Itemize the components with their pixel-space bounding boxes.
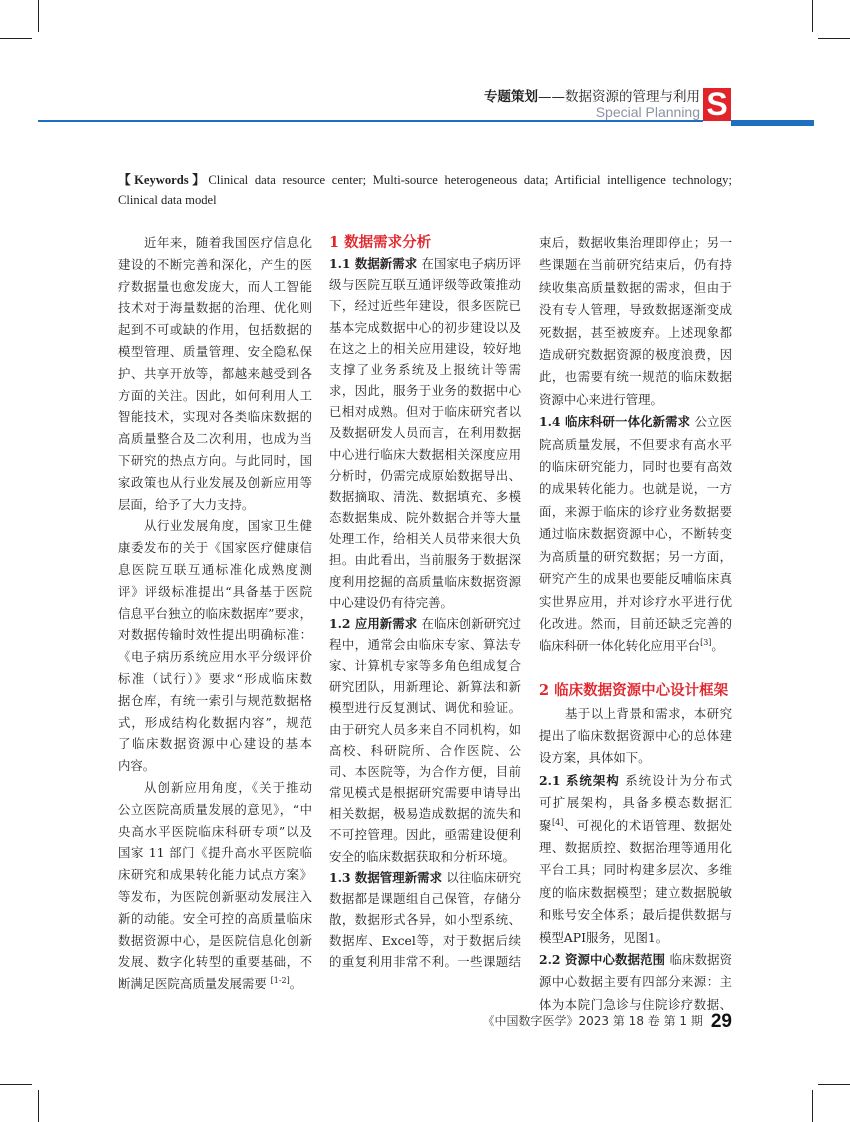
line-text: 临床科研一体化转化应用平台 xyxy=(539,638,701,654)
line-text: 下研究的热点方向。与此同时，国 xyxy=(118,452,312,468)
text-line xyxy=(539,747,732,769)
text-line xyxy=(539,546,732,568)
line-text: 级与医院互联互通评级等政策推动 xyxy=(329,277,521,293)
text-line xyxy=(118,951,312,973)
line-text: 中心建设仍有待完善。 xyxy=(329,594,453,610)
text-line xyxy=(329,761,521,782)
text-line xyxy=(329,253,521,274)
line-text: 模型API服务，见图1。 xyxy=(539,929,669,945)
text-column-1 xyxy=(118,232,312,995)
text-line xyxy=(329,422,521,443)
text-line xyxy=(118,559,312,581)
line-text: 技术对于海量数据的治理、优化则 xyxy=(118,300,312,316)
line-text: 床研究和成果转化能力试点方案》 xyxy=(118,867,312,883)
text-line xyxy=(539,859,732,881)
line-text: 实世界应用，并对诊疗水平进行优 xyxy=(539,593,732,609)
text-line xyxy=(118,690,312,712)
line-text: 高校、科研院所、合作医院、公 xyxy=(329,742,521,758)
line-text: 死数据，甚至被废弃。上述现象都 xyxy=(539,324,732,340)
line-text: 的重复利用非常不利。一些课题结 xyxy=(329,954,521,970)
line-text: 数据摘取、清洗、数据填充、多模 xyxy=(329,488,521,504)
text-line xyxy=(329,867,521,888)
line-text xyxy=(539,661,543,676)
line-text: 及数据研发人员而言，在利用数据 xyxy=(329,425,521,441)
text-line xyxy=(118,450,312,472)
text-line xyxy=(118,276,312,298)
line-text: 标准（试行）》要求“形成临床数 xyxy=(118,670,312,686)
text-line xyxy=(118,232,312,254)
line-text: 《电子病历系统应用水平分级评价 xyxy=(118,649,312,665)
subsection-heading: 1.4 临床科研一体化新需求 xyxy=(539,414,695,430)
text-line xyxy=(329,740,521,761)
text-line xyxy=(329,888,521,909)
crop-mark xyxy=(812,0,813,32)
text-line xyxy=(118,428,312,450)
text-line xyxy=(329,634,521,655)
crop-mark xyxy=(0,1084,32,1085)
text-line xyxy=(118,603,312,625)
text-line xyxy=(329,782,521,803)
text-line xyxy=(329,507,521,528)
line-text: 支撑了业务系统及上报统计等需 xyxy=(329,361,521,377)
line-text: 没有专人管理，导致数据逐渐变成 xyxy=(539,302,732,318)
line-text: 数据库、Excel等，对于数据后续 xyxy=(329,933,521,949)
subsection-heading: 1.3 数据管理新需求 xyxy=(329,869,447,885)
keywords xyxy=(118,170,732,210)
text-line xyxy=(118,624,312,646)
line-text: 资源中心来进行管理。 xyxy=(539,391,663,407)
line-text: 为高质量的研究数据；另一方面， xyxy=(539,548,732,564)
line-text: 康委发布的关于《国家医疗健康信 xyxy=(118,540,312,556)
line-text: 提出了临床数据资源中心的总体建 xyxy=(539,727,732,743)
text-line xyxy=(329,930,521,951)
text-line xyxy=(539,344,732,366)
text-line xyxy=(118,712,312,734)
subsection-heading: 2.1 系统架构 xyxy=(539,772,626,788)
crop-mark xyxy=(0,38,32,39)
citation-reference[interactable]: [4] xyxy=(551,817,564,827)
text-line xyxy=(118,842,312,864)
line-text: 层面，给予了大力支持。 xyxy=(118,496,255,512)
line-text: 造成研究数据资源的极度浪费，因 xyxy=(539,347,732,363)
text-line xyxy=(539,837,732,859)
text-line xyxy=(539,366,732,388)
line-text: 常见模式是根据研究需要申请导出 xyxy=(329,785,521,801)
line-text: 态数据集成、院外数据合并等大量 xyxy=(329,510,521,526)
line-text: 相关数据，极易造成数据的流失和 xyxy=(329,806,521,822)
text-line xyxy=(539,658,732,680)
line-text: 些课题在当前研究结束后，仍有持 xyxy=(539,257,732,273)
line-text: 和账号安全体系；最后提供数据与 xyxy=(539,907,732,923)
text-line xyxy=(329,380,521,401)
text-line xyxy=(329,592,521,613)
line-text: 平台工具；同时构建多层次、多维 xyxy=(539,862,732,878)
running-header xyxy=(484,89,700,120)
line-text: 安全的临床数据获取和分析环境。 xyxy=(329,848,515,864)
line-text: 式，形成结构化数据内容”，规范 xyxy=(118,714,312,730)
text-line xyxy=(329,359,521,380)
text-line xyxy=(118,472,312,494)
line-text: 1 数据需求分析 xyxy=(329,234,432,251)
text-line xyxy=(329,274,521,295)
section-heading xyxy=(539,680,732,702)
text-line xyxy=(329,951,521,972)
text-line xyxy=(329,846,521,867)
text-line xyxy=(118,973,312,995)
line-text: 基本完成数据中心的初步建设以及 xyxy=(329,319,521,335)
line-text: 发展、数字化转型的重要基础，不 xyxy=(118,954,312,970)
section-title-en: Special Planning xyxy=(595,104,700,120)
keywords-label: 【Keywords】 xyxy=(118,173,209,187)
text-line xyxy=(539,971,732,993)
line-text: 已相对成熟。但对于临床研究者以 xyxy=(329,404,521,420)
line-text: 司、本医院等，为合作方便，目前 xyxy=(329,763,521,779)
text-line xyxy=(329,317,521,338)
text-line xyxy=(329,338,521,359)
line-text: 疗数据量也愈发庞大，而人工智能 xyxy=(118,278,312,294)
crop-mark xyxy=(38,1090,39,1122)
line-text: 建设的不断完善和深化，产生的医 xyxy=(118,256,312,272)
subsection-heading: 2.2 资源中心数据范围 xyxy=(539,952,670,967)
line-text: 系统设计为分布式 xyxy=(625,772,732,788)
text-line xyxy=(329,909,521,930)
line-text: 从创新应用角度，《关于推动 xyxy=(144,779,312,795)
text-line xyxy=(329,444,521,465)
line-text: 家政策也从行业发展及创新应用等 xyxy=(118,474,312,490)
line-text: 等发布，为医院创新驱动发展注入 xyxy=(118,888,312,904)
text-line xyxy=(539,882,732,904)
line-text: 的临床研究能力，同时也要有高效 xyxy=(539,459,732,475)
line-text: 内容。 xyxy=(118,758,156,774)
text-line xyxy=(329,295,521,316)
line-text: 在临床创新研究过 xyxy=(421,615,521,631)
line-text: 处理工作，给相关人员带来很大负 xyxy=(329,531,521,547)
text-line xyxy=(539,725,732,747)
text-line xyxy=(118,537,312,559)
line-text: 程中，通常会由临床专家、算法专 xyxy=(329,636,521,652)
line-text: 国家 11 部门《提升高水平医院临 xyxy=(118,845,312,861)
text-line xyxy=(118,668,312,690)
line-text: 公立医院高质量发展的意见》，“中 xyxy=(118,801,312,817)
text-line xyxy=(539,434,732,456)
text-line xyxy=(539,299,732,321)
line-text: 度的临床数据模型；建立数据脱敏 xyxy=(539,884,732,900)
text-line xyxy=(118,515,312,537)
line-text: 研究产生的成果也要能反哺临床真 xyxy=(539,571,732,587)
subsection-heading: 1.1 数据新需求 xyxy=(329,256,422,272)
line-text: 信息平台独立的临床数据库”要求， xyxy=(118,605,312,621)
crop-mark xyxy=(818,38,850,39)
line-text: 在这之上的相关应用建设，较好地 xyxy=(329,340,521,356)
text-line xyxy=(118,363,312,385)
text-line xyxy=(118,297,312,319)
text-line xyxy=(329,549,521,570)
line-text: 续收集高质量数据的需求，但由于 xyxy=(539,279,732,295)
text-line xyxy=(118,733,312,755)
section-title: 专题策划 xyxy=(484,89,538,105)
text-line xyxy=(118,777,312,799)
text-line xyxy=(118,930,312,952)
keywords-text: Clinical data resource center; Multi-source heterogeneous data; Artificial intelligence technology; xyxy=(208,173,732,187)
line-text: 院高质量发展，不但要求有高水平 xyxy=(539,436,732,452)
line-text: 化改进。然而，目前还缺乏完善的 xyxy=(539,615,732,631)
header-rule-accent xyxy=(731,120,814,126)
text-line xyxy=(118,646,312,668)
line-text: 中心进行临床大数据相关深度应用 xyxy=(329,446,521,462)
line-text: 息医院互联互通标准化成熟度测 xyxy=(118,561,312,577)
text-line xyxy=(539,949,732,971)
text-line xyxy=(329,697,521,718)
line-text: 分析时，仍需完成原始数据导出、 xyxy=(329,467,521,483)
text-line xyxy=(539,613,732,635)
line-text: 智能技术，实现对各类临床数据的 xyxy=(118,409,312,425)
text-line xyxy=(329,676,521,697)
line-text: 央高水平医院临床科研专项”以及 xyxy=(118,823,312,839)
journal-issue: 《中国数字医学》2023 第 18 卷 第 1 期 xyxy=(482,1014,703,1028)
text-line xyxy=(539,635,732,657)
text-line xyxy=(539,703,732,725)
line-text: 可扩展架构，具备多模态数据汇 xyxy=(539,795,732,811)
line-text: 设方案，具体如下。 xyxy=(539,750,651,766)
line-text: 评》评级标准提出“具备基于医院 xyxy=(118,583,312,599)
line-text: 此，也需要有统一规范的临床数据 xyxy=(539,369,732,385)
text-line xyxy=(118,864,312,886)
text-line xyxy=(329,824,521,845)
text-line xyxy=(118,581,312,603)
text-line xyxy=(329,486,521,507)
page-number: 29 xyxy=(710,1011,732,1032)
line-text: 数据资源中心，是医院信息化创新 xyxy=(118,932,312,948)
crop-mark xyxy=(812,1090,813,1122)
line-text: 断满足医院高质量发展需要 xyxy=(118,976,271,992)
line-text: 理、数据质控、数据治理等通用化 xyxy=(539,839,732,855)
text-line xyxy=(539,904,732,926)
line-text: 通过临床数据资源中心，不断转变 xyxy=(539,526,732,542)
citation-reference[interactable]: [1-2] xyxy=(270,976,290,986)
line-text: 新的动能。安全可控的高质量临床 xyxy=(118,910,312,926)
text-line xyxy=(539,591,732,613)
text-line xyxy=(118,821,312,843)
line-text: 数据都是课题组自己保管，存储分 xyxy=(329,890,521,906)
text-line xyxy=(329,401,521,422)
text-line xyxy=(539,815,732,837)
text-line xyxy=(539,927,732,949)
text-line xyxy=(118,886,312,908)
line-text: 不可控管理。因此，亟需建设便利 xyxy=(329,827,521,843)
line-text: 基于以上背景和需求，本研究 xyxy=(565,705,732,721)
line-text: 临床数据资 xyxy=(669,952,732,967)
text-line xyxy=(539,254,732,276)
section-subtitle: ——数据资源的管理与利用 xyxy=(538,89,700,105)
text-line xyxy=(329,465,521,486)
line-text: 下，经过近些年建设，很多医院已 xyxy=(329,298,521,314)
text-line xyxy=(329,655,521,676)
text-line xyxy=(118,341,312,363)
line-text: 2 临床数据资源中心设计框架 xyxy=(539,682,729,700)
text-line xyxy=(539,792,732,814)
text-line xyxy=(118,908,312,930)
text-column-3 xyxy=(539,232,732,1016)
line-text: 研究团队，用新理论、新算法和新 xyxy=(329,679,521,695)
line-text: 高质量整合及二次利用，也成为当 xyxy=(118,431,312,447)
line-text: 。 xyxy=(711,638,724,654)
line-text: 的成果转化能力。也就是说，一方 xyxy=(539,481,732,497)
text-line xyxy=(539,770,732,792)
line-text: 求，因此，服务于业务的数据中心 xyxy=(329,383,521,399)
text-line xyxy=(329,528,521,549)
text-line xyxy=(118,755,312,777)
line-text: 从行业发展角度，国家卫生健 xyxy=(144,518,312,534)
line-text: 起到不可或缺的作用，包括数据的 xyxy=(118,322,312,338)
text-line xyxy=(539,568,732,590)
text-line xyxy=(329,613,521,634)
text-line xyxy=(539,232,732,254)
line-text: 。 xyxy=(289,976,303,992)
text-line xyxy=(329,571,521,592)
text-line xyxy=(118,319,312,341)
text-line xyxy=(539,501,732,523)
crop-mark xyxy=(38,0,39,32)
text-line xyxy=(118,799,312,821)
line-text: 模型管理、质量管理、安全隐私保 xyxy=(118,343,312,359)
line-text: 聚 xyxy=(539,817,552,833)
line-text: 体为本院门急诊与住院诊疗数据、 xyxy=(539,996,732,1012)
line-text: 对数据传输时效性提出明确标准： xyxy=(118,627,312,643)
citation-reference[interactable]: [3] xyxy=(700,638,712,648)
line-text: 源中心数据主要有四部分来源：主 xyxy=(539,974,732,990)
line-text: 束后，数据收集治理即停止；另一 xyxy=(539,235,732,250)
line-text: 度利用挖掘的高质量临床数据资源 xyxy=(329,573,521,589)
keywords-text-cont: Clinical data model xyxy=(118,193,217,207)
text-line xyxy=(329,803,521,824)
section-heading xyxy=(329,232,521,253)
line-text: 家、计算机专家等多角色组成复合 xyxy=(329,658,521,674)
header-rule xyxy=(38,120,703,122)
line-text: 方面的关注。因此，如何利用人工 xyxy=(118,387,312,403)
text-line xyxy=(118,494,312,516)
section-badge: S xyxy=(703,88,731,121)
line-text: 由于研究人员多来自不同机构，如 xyxy=(329,721,521,737)
line-text: 了临床数据资源中心建设的基本 xyxy=(118,736,312,752)
page-footer xyxy=(483,1011,732,1033)
line-text: 面，来源于临床的诊疗业务数据要 xyxy=(539,503,732,519)
text-column-2 xyxy=(329,232,521,972)
line-text: 公立医 xyxy=(694,414,732,430)
line-text: 护、共享开放等，都越来越受到各 xyxy=(118,365,312,381)
line-text: 散，数据形式各异，如小型系统、 xyxy=(329,912,521,927)
line-text: 近年来，随着我国医疗信息化 xyxy=(144,235,312,250)
subsection-heading: 1.2 应用新需求 xyxy=(329,615,422,631)
crop-mark xyxy=(818,1084,850,1085)
text-line xyxy=(118,406,312,428)
line-text: 担。由此看出，当前服务于数据深 xyxy=(329,552,521,568)
text-line xyxy=(118,385,312,407)
line-text: 以往临床研究 xyxy=(446,869,521,885)
line-text: 、可视化的术语管理、数据处 xyxy=(563,817,732,833)
line-text: 在国家电子病历评 xyxy=(421,256,521,272)
line-text: 据仓库，有统一索引与规范数据格 xyxy=(118,692,312,708)
text-line xyxy=(539,389,732,411)
text-line xyxy=(539,456,732,478)
text-line xyxy=(329,719,521,740)
text-line xyxy=(118,254,312,276)
text-line xyxy=(539,478,732,500)
text-line xyxy=(539,523,732,545)
line-text: 模型进行反复测试、调优和验证。 xyxy=(329,700,521,716)
text-line xyxy=(539,322,732,344)
text-line xyxy=(539,411,732,433)
text-line xyxy=(539,277,732,299)
